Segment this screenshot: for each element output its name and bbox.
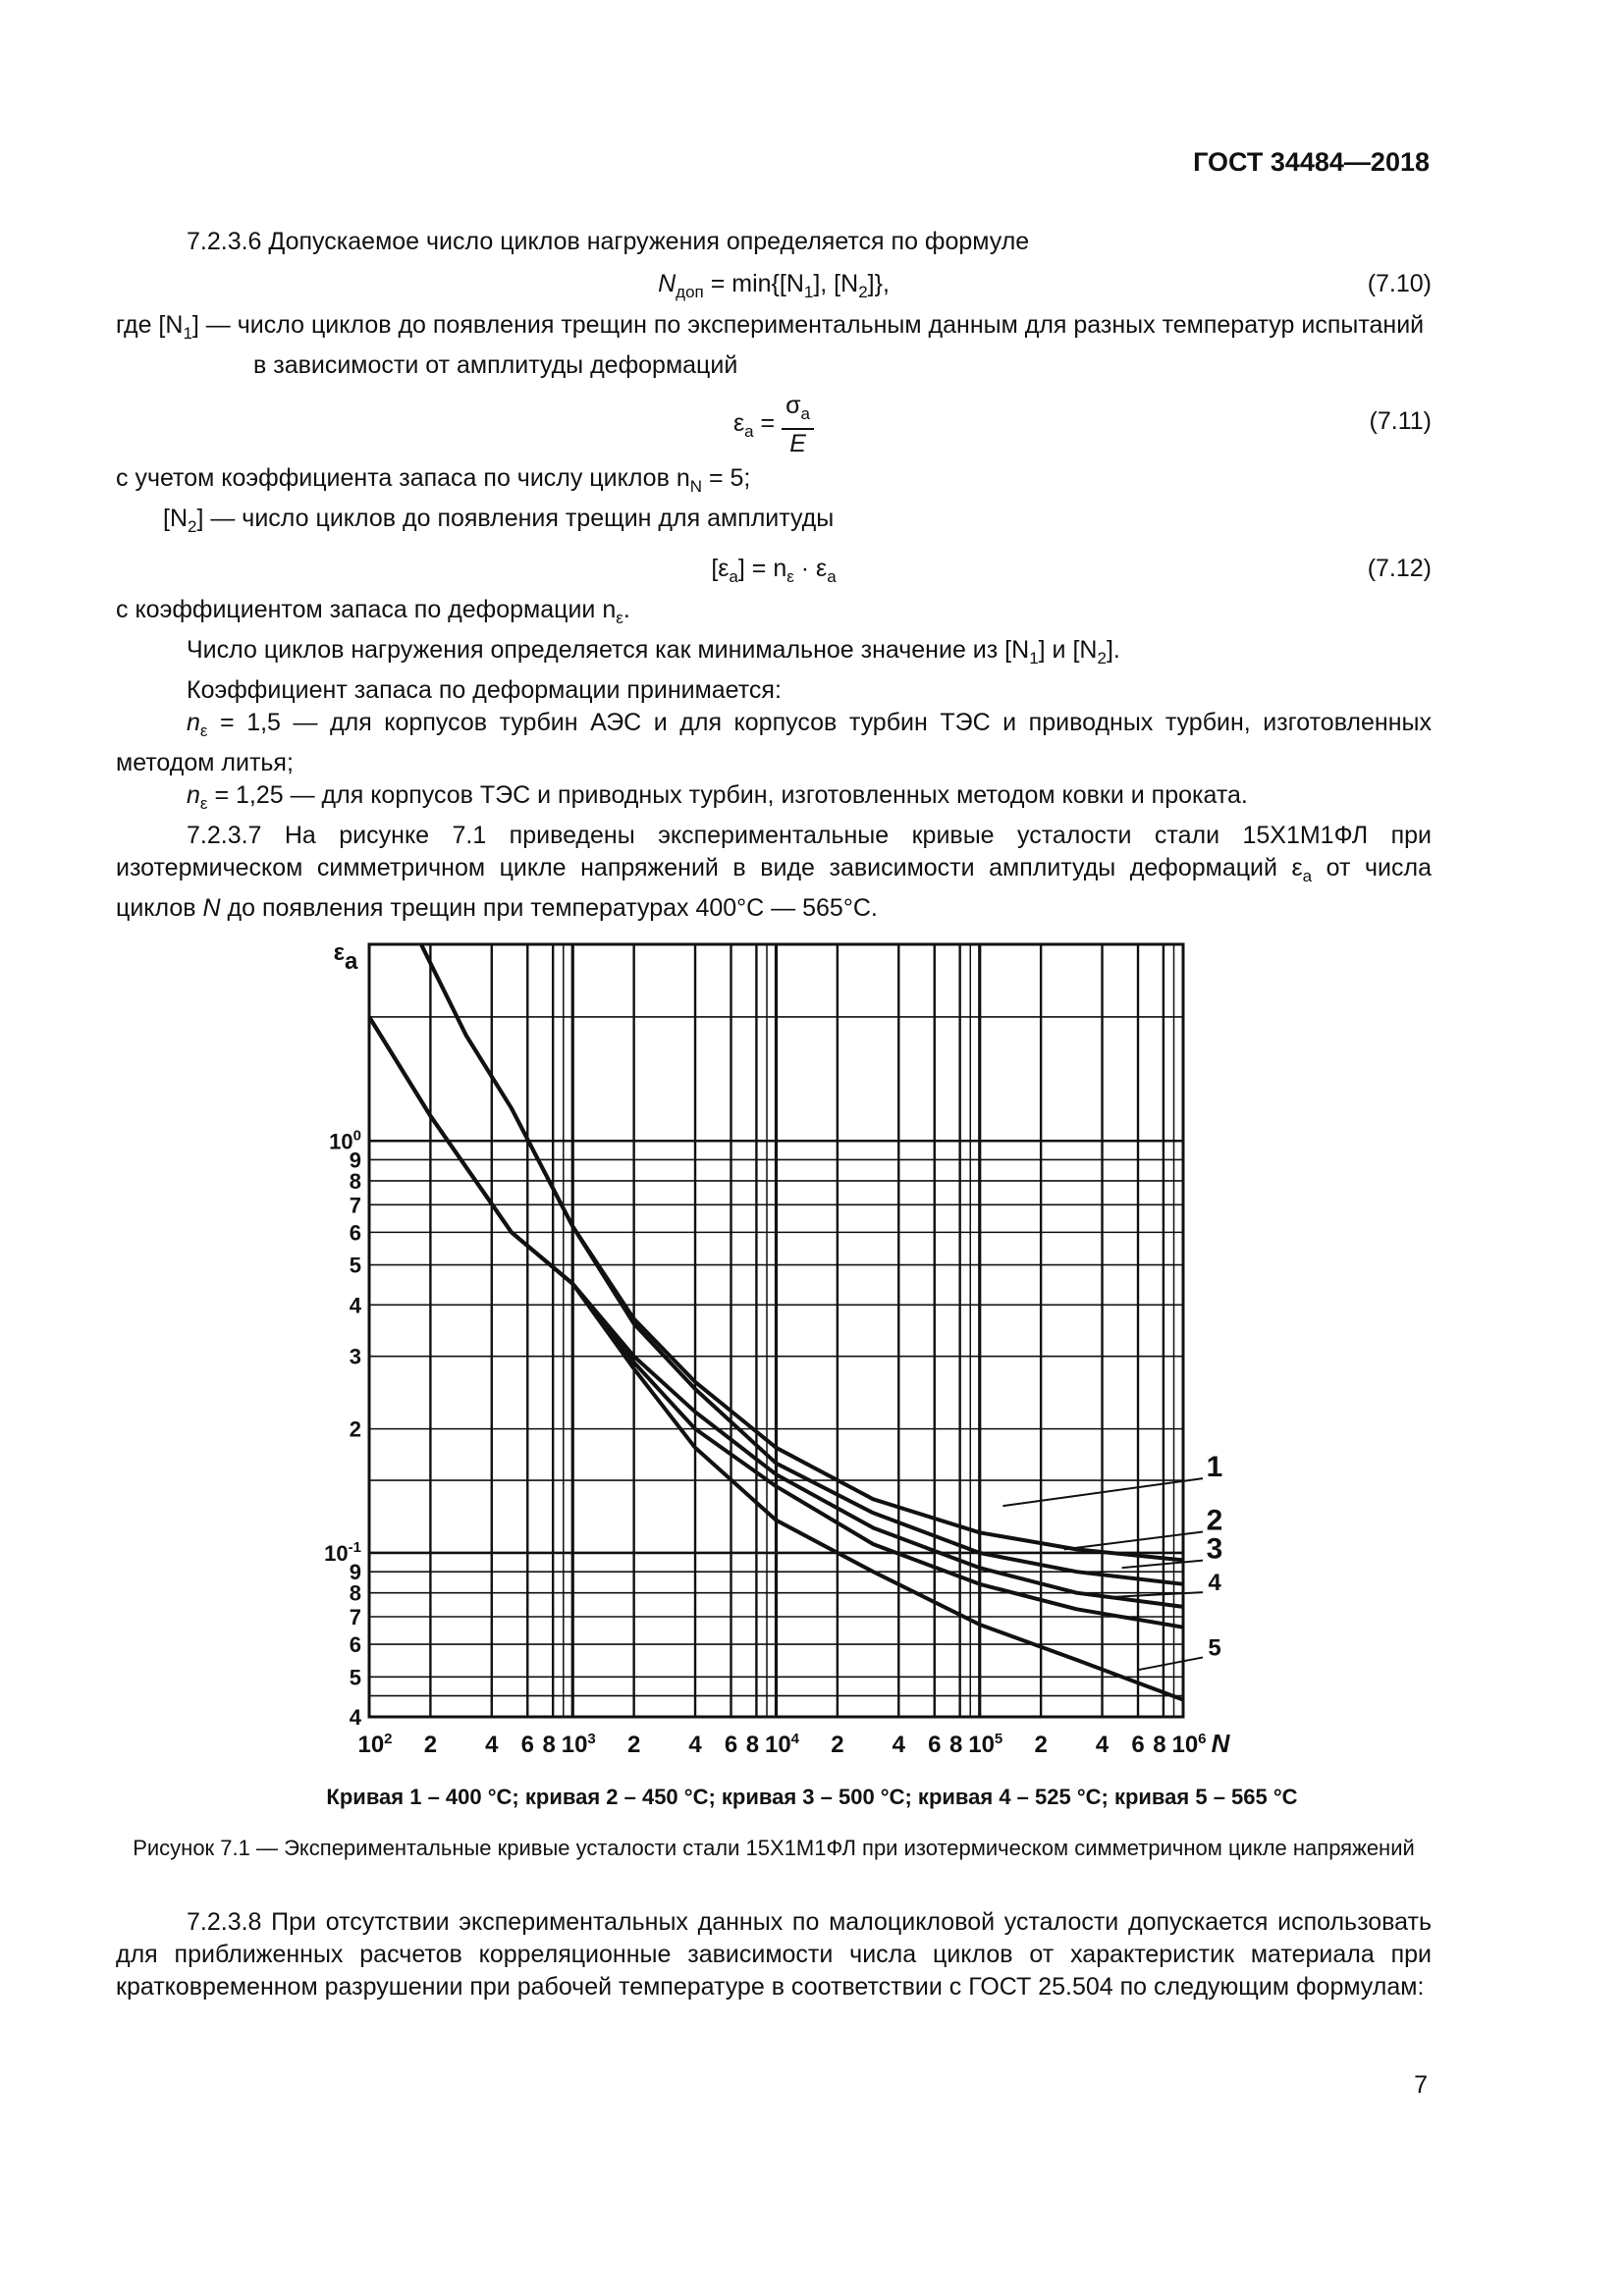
paragraph-case-1: $n_\varepsilon = 1,5$ — для корпусов турбин АЭС и для корпусов турбин ТЭС и приводных турбин, изготовленных методом литья;	[116, 709, 1432, 776]
y-tick-label: $10^{-1}$	[324, 1538, 361, 1566]
y-tick-label: 8	[349, 1168, 361, 1194]
x-tick-label: 2	[1034, 1732, 1048, 1758]
fatigue-curves-chart	[295, 933, 1247, 1767]
fraction: $\frac{\sigma_a}{E}$	[782, 392, 814, 457]
document-header-id: ГОСТ 34484—2018	[1193, 147, 1430, 177]
y-tick-label: 4	[349, 1705, 361, 1730]
x-tick-label: 8	[1153, 1732, 1166, 1758]
y-tick-label: 6	[349, 1632, 361, 1658]
x-tick-label: 2	[423, 1732, 438, 1758]
paragraph-7-2-3-6-intro: 7.2.3.6 Допускаемое число циклов нагружения определяется по формуле	[187, 228, 1030, 255]
y-tick-label: 4	[349, 1293, 361, 1318]
x-tick-label: 8	[948, 1732, 963, 1758]
equation-number: (7.12)	[1367, 555, 1432, 582]
y-tick-label: 9	[349, 1148, 361, 1173]
series-label: 1	[1206, 1451, 1223, 1484]
paragraph-min: Число циклов нагружения определяется как минимальное значение из $[N_1]$ и $[N_2]$.	[187, 636, 1120, 667]
x-tick-label: 4	[892, 1732, 905, 1758]
y-tick-label: $10^0$	[329, 1127, 361, 1154]
x-tick-label: 4	[688, 1732, 702, 1758]
x-tick-label: $10^6$	[1171, 1731, 1207, 1758]
paragraph-strain-coef: с коэффициентом запаса по деформации $n_\varepsilon$.	[116, 596, 630, 627]
paragraph-coef-nn: с учетом коэффициента запаса по числу циклов $n_N = 5$;	[116, 464, 751, 496]
y-axis-label: εa	[333, 939, 358, 975]
y-tick-label: 9	[349, 1560, 361, 1585]
equation-number: (7.11)	[1369, 407, 1432, 435]
equation-number: (7.10)	[1367, 270, 1432, 297]
x-tick-label: 8	[542, 1732, 556, 1758]
equation-7-10: $N_{доп} = \min\{[N_1]$, $[N_2]$}, (7.10)	[658, 270, 1432, 301]
x-tick-label: 4	[1095, 1732, 1110, 1758]
y-tick-label: 6	[349, 1220, 361, 1246]
y-tick-label: 7	[349, 1193, 361, 1218]
paragraph-accept: Коэффициент запаса по деформации принимается:	[187, 676, 782, 704]
figure-caption: Рисунок 7.1 — Экспериментальные кривые усталости стали 15Х1М1ФЛ при изотермическом симметричном цикле напряжений	[133, 1836, 1415, 1860]
series-label: 4	[1208, 1570, 1221, 1597]
equation-7-12: $[\varepsilon_a] = n_\varepsilon \cdot \varepsilon_a$ (7.12)	[711, 555, 1432, 586]
fatigue-chart-svg	[295, 933, 1247, 1767]
series-callout-line	[1138, 1657, 1203, 1670]
x-tick-label: 2	[831, 1732, 844, 1758]
x-tick-label: 6	[1131, 1732, 1145, 1758]
paragraph-7-2-3-8: 7.2.3.8 При отсутствии экспериментальных данных по малоцикловой усталости допускается использовать для приближенных расчетов корреляционные зависимости числа циклов от характеристик материала при кратковременном разрушении при рабочей температуре в соответствии с ГОСТ 25.504 по следующим формулам:	[116, 1908, 1432, 2001]
y-tick-label: 5	[349, 1253, 361, 1278]
x-tick-label: 6	[724, 1732, 738, 1758]
x-tick-label: 4	[485, 1732, 499, 1758]
series-label: 5	[1208, 1634, 1221, 1662]
x-tick-label: 8	[745, 1732, 760, 1758]
y-tick-label: 8	[349, 1580, 361, 1606]
section-7-2-3-6	[116, 226, 1432, 925]
series-label: 2	[1206, 1504, 1223, 1537]
y-tick-label: 7	[349, 1604, 361, 1629]
x-tick-label: $10^2$	[357, 1731, 393, 1758]
series-label: 3	[1206, 1532, 1223, 1566]
x-axis-label: N	[1211, 1729, 1230, 1758]
figure-legend: Кривая 1 – 400 °С; кривая 2 – 450 °С; кривая 3 – 500 °С; кривая 4 – 525 °С; кривая 5 – 565 °С	[326, 1785, 1298, 1809]
x-tick-label: 2	[626, 1732, 641, 1758]
definition-n1: где $[N_1]$ — число циклов до появления трещин по экспериментальным данным для разных температур испытаний в зависимости от амплитуды деформаций	[116, 311, 1425, 379]
y-tick-label: 3	[349, 1344, 361, 1369]
x-tick-label: 6	[520, 1732, 534, 1758]
x-tick-label: 6	[928, 1732, 942, 1758]
page-number: 7	[1414, 2071, 1428, 2099]
paragraph-case-2: $n_\varepsilon = 1,25$ — для корпусов ТЭС и приводных турбин, изготовленных методом ковки и проката.	[187, 781, 1248, 813]
x-tick-label: $10^4$	[764, 1731, 800, 1758]
equation-7-11: $\varepsilon_a$ = $\frac{\sigma_a}{E}$ (7.11)	[732, 392, 1432, 457]
y-tick-label: 5	[349, 1665, 361, 1690]
definition-n2: $[N_2]$ — число циклов до появления трещин для амплитуды	[163, 505, 835, 536]
y-tick-label: 2	[349, 1416, 361, 1442]
paragraph-7-2-3-7: 7.2.3.7 На рисунке 7.1 приведены экспериментальные кривые усталости стали 15Х1М1ФЛ при изотермическом симметричном цикле напряжений в виде зависимости амплитуды деформаций $\varepsilon_a$ от числа циклов N до появления трещин при температурах 400°С — 565°С.	[116, 822, 1432, 922]
x-tick-label: $10^5$	[968, 1731, 1003, 1758]
x-tick-label: $10^3$	[561, 1731, 596, 1758]
